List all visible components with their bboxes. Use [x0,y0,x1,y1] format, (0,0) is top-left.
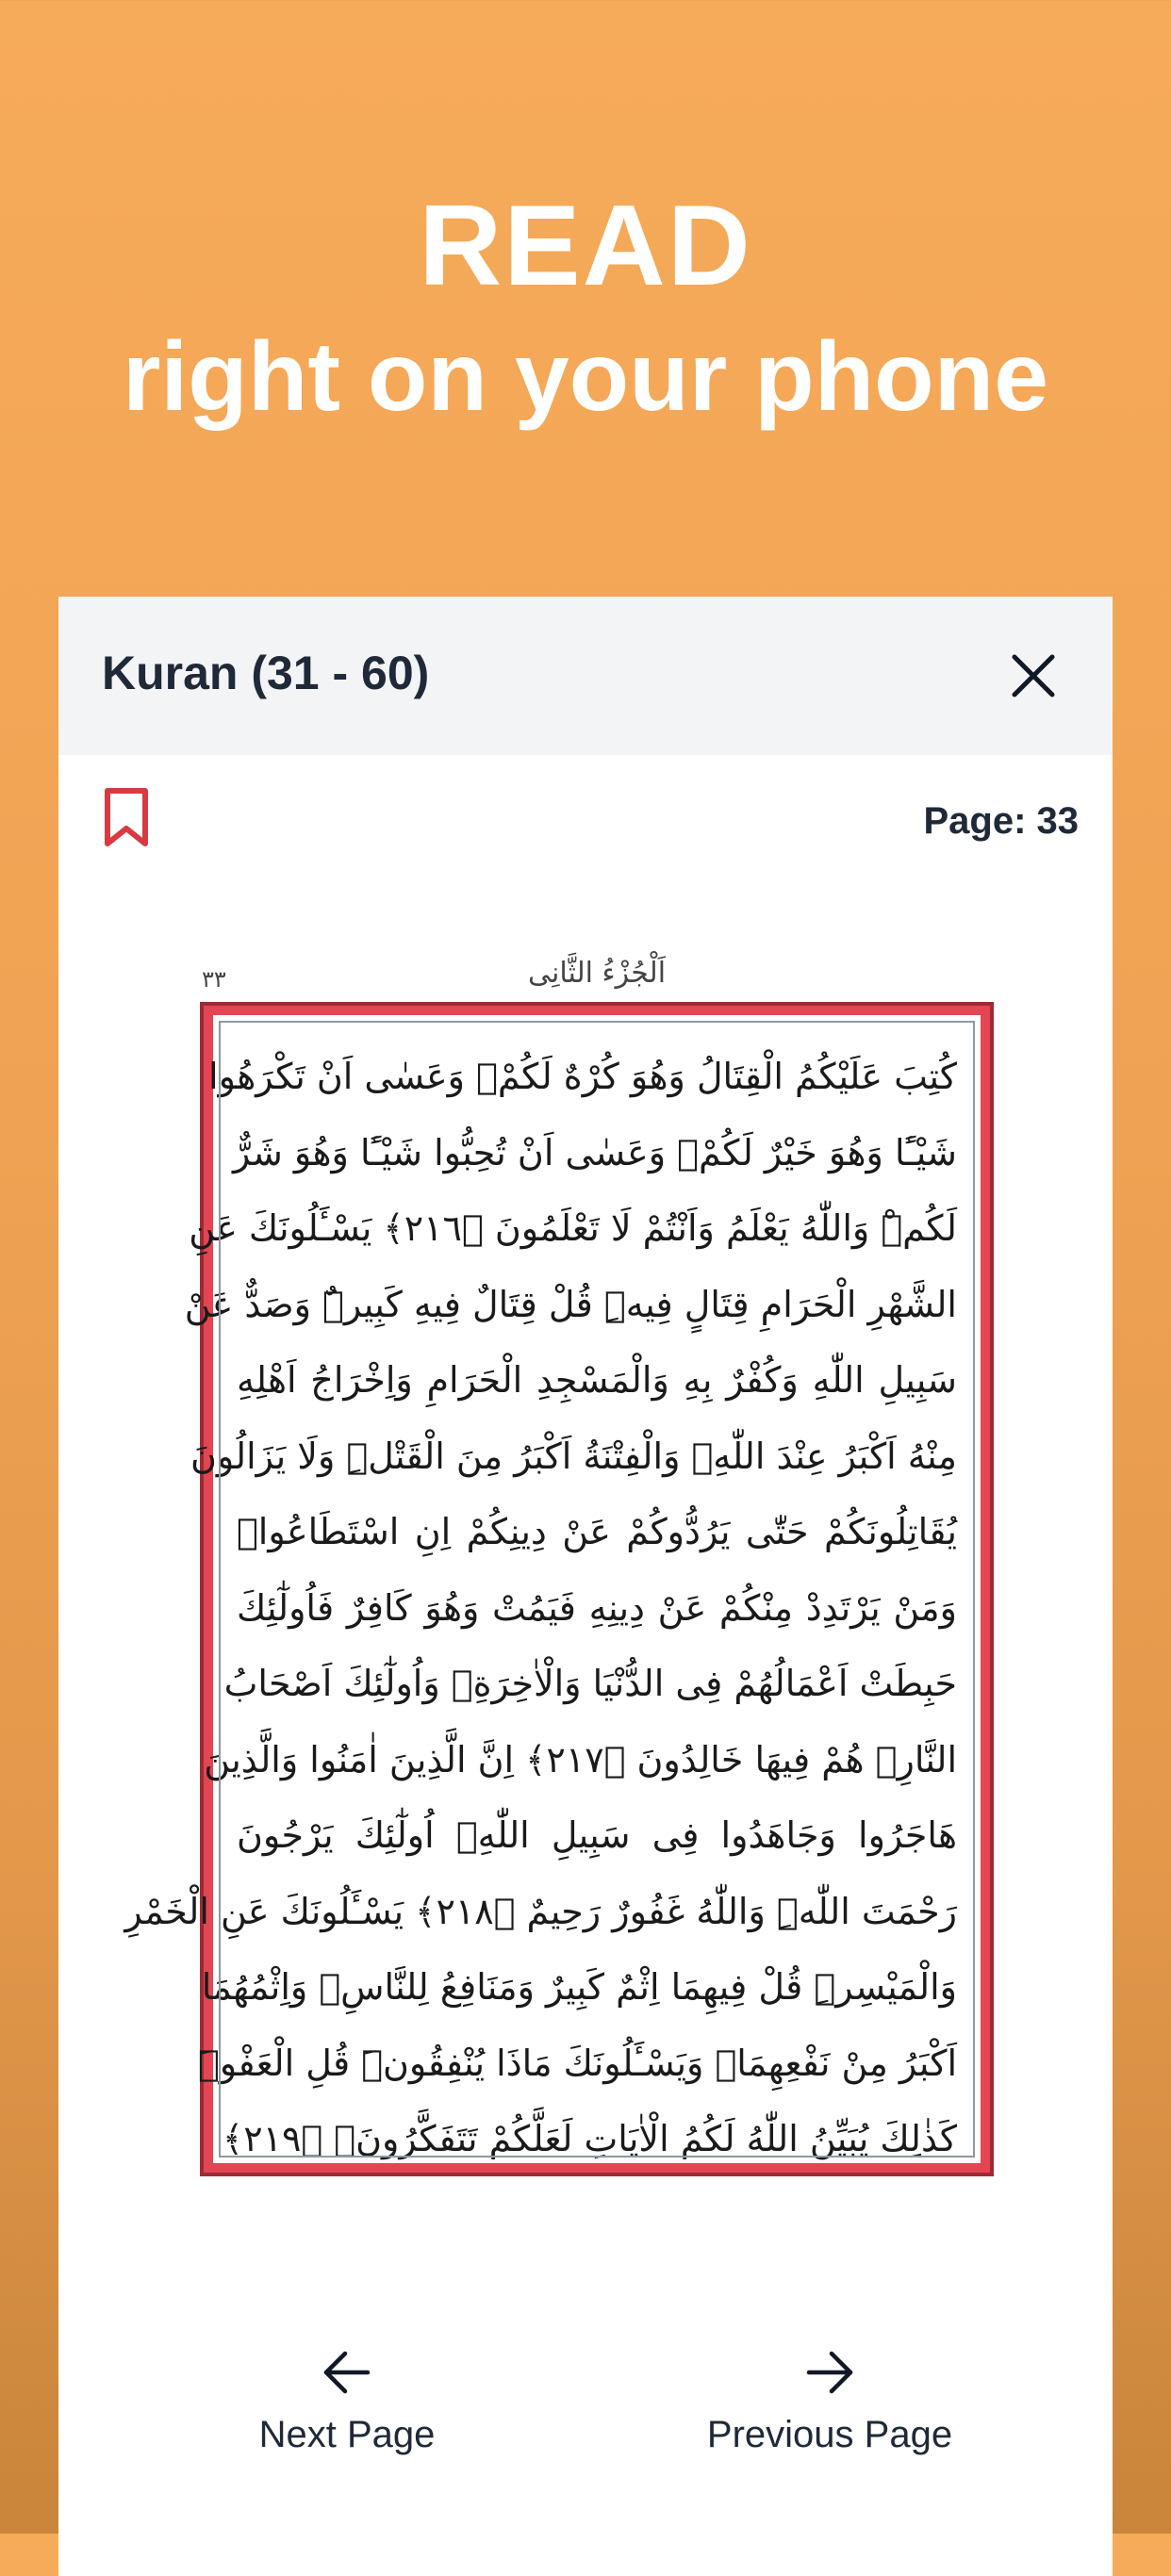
reader-title: Kuran (31 - 60) [102,647,430,699]
close-icon [1003,646,1064,706]
reader-header [58,597,1113,755]
page-frame [124,1002,994,2176]
bookmark-icon [100,785,153,851]
quran-line: سَبِيلِ اللّٰهِ وَكُفْرٌ بِهِ وَالْمَسْجِدِ الْحَرَامِ وَاِخْرَاجُ اَهْلِهِ [237,1359,957,1401]
quran-line: مِنْهُ اَكْبَرُ عِنْدَ اللّٰهِۚ وَالْفِتْنَةُ اَكْبَرُ مِنَ الْقَتْلِۜ وَلَا يَزَالُونَ [190,1435,957,1477]
quran-line: هَاجَرُوا وَجَاهَدُوا فِى سَبِيلِ اللّٰهِۙ اُولٰٓئِكَ يَرْجُونَ [237,1814,957,1856]
page-header [200,953,994,1002]
next-page-button[interactable] [206,2350,488,2456]
page-indicator: Page: 33 [923,800,1079,842]
reader-card [58,597,1113,2576]
previous-page-label: Previous Page [706,2414,953,2455]
quran-line: اَكْبَرُ مِنْ نَفْعِهِمَاۜ وَيَسْـَٔلُونَكَ مَاذَا يُنْفِقُونَۜ قُلِ الْعَفْوَۜ [198,2042,957,2084]
quran-page[interactable] [124,953,994,2178]
quran-line: وَمَنْ يَرْتَدِدْ مِنْكُمْ عَنْ دِينِهِ فَيَمُتْ وَهُوَ كَافِرٌ فَاُولٰٓئِكَ [237,1586,957,1629]
juz-title: اَلْجُزْءُ الثَّانِى [527,957,667,990]
quran-line: رَحْمَتَ اللّٰهِۜ وَاللّٰهُ غَفُورٌ رَحِيمٌ ﴿٢١٨﴾ يَسْـَٔلُونَكَ عَنِ الْخَمْرِ [124,1890,957,1932]
quran-line: شَيْـًٔا وَهُوَ خَيْرٌ لَكُمْۚ وَعَسٰى اَنْ تُحِبُّوا شَيْـًٔا وَهُوَ شَرٌّ [233,1131,957,1173]
close-button[interactable] [1003,646,1064,706]
quran-line: لَكُمْۜ وَاللّٰهُ يَعْلَمُ وَاَنْتُمْ لَا تَعْلَمُونَ ﴿٢١٦﴾ يَسْـَٔلُونَكَ عَنِ [189,1207,957,1249]
quran-line: كَذٰلِكَ يُبَيِّنُ اللّٰهُ لَكُمُ الْاٰيَاتِ لَعَلَّكُمْ تَتَفَكَّرُونَۙ ﴿٢١٩﴾ [222,2118,957,2159]
arrow-left-icon [321,2350,373,2395]
promo-subtitle: right on your phone [122,322,1049,432]
promo-headline [0,179,1171,443]
next-page-label: Next Page [258,2414,436,2455]
page-text-area [124,1015,981,2163]
quran-line: النَّارِۚ هُمْ فِيهَا خَالِدُونَ ﴿٢١٧﴾ اِنَّ الَّذِينَ اٰمَنُوا وَالَّذِينَ [204,1738,957,1780]
previous-page-button[interactable] [688,2350,971,2456]
quran-line: الشَّهْرِ الْحَرَامِ قِتَالٍ فِيهِۜ قُلْ قِتَالٌ فِيهِ كَبِيرٌۜ وَصَدٌّ عَنْ [184,1283,957,1325]
quran-line: كُتِبَ عَلَيْكُمُ الْقِتَالُ وَهُوَ كُرْهٌ لَكُمْۚ وَعَسٰى اَنْ تَكْرَهُوا [208,1056,957,1097]
bookmark-button[interactable] [100,785,153,851]
promo-title: READ [419,181,752,309]
reader-toolbar [58,755,1113,896]
page-number-arabic: ٣٣ [202,966,226,993]
quran-line: وَالْمَيْسِرِۜ قُلْ فِيهِمَا اِثْمٌ كَبِيرٌ وَمَنَافِعُ لِلنَّاسِۘ وَاِثْمُهُمَا [201,1966,957,2008]
quran-line: يُقَاتِلُونَكُمْ حَتّٰى يَرُدُّوكُمْ عَنْ دِينِكُمْ اِنِ اسْتَطَاعُواۜ [237,1511,957,1552]
arrow-right-icon [803,2350,856,2395]
quran-line: حَبِطَتْ اَعْمَالُهُمْ فِى الدُّنْيَا وَالْاٰخِرَةِۚ وَاُولٰٓئِكَ اَصْحَابُ [223,1663,957,1704]
